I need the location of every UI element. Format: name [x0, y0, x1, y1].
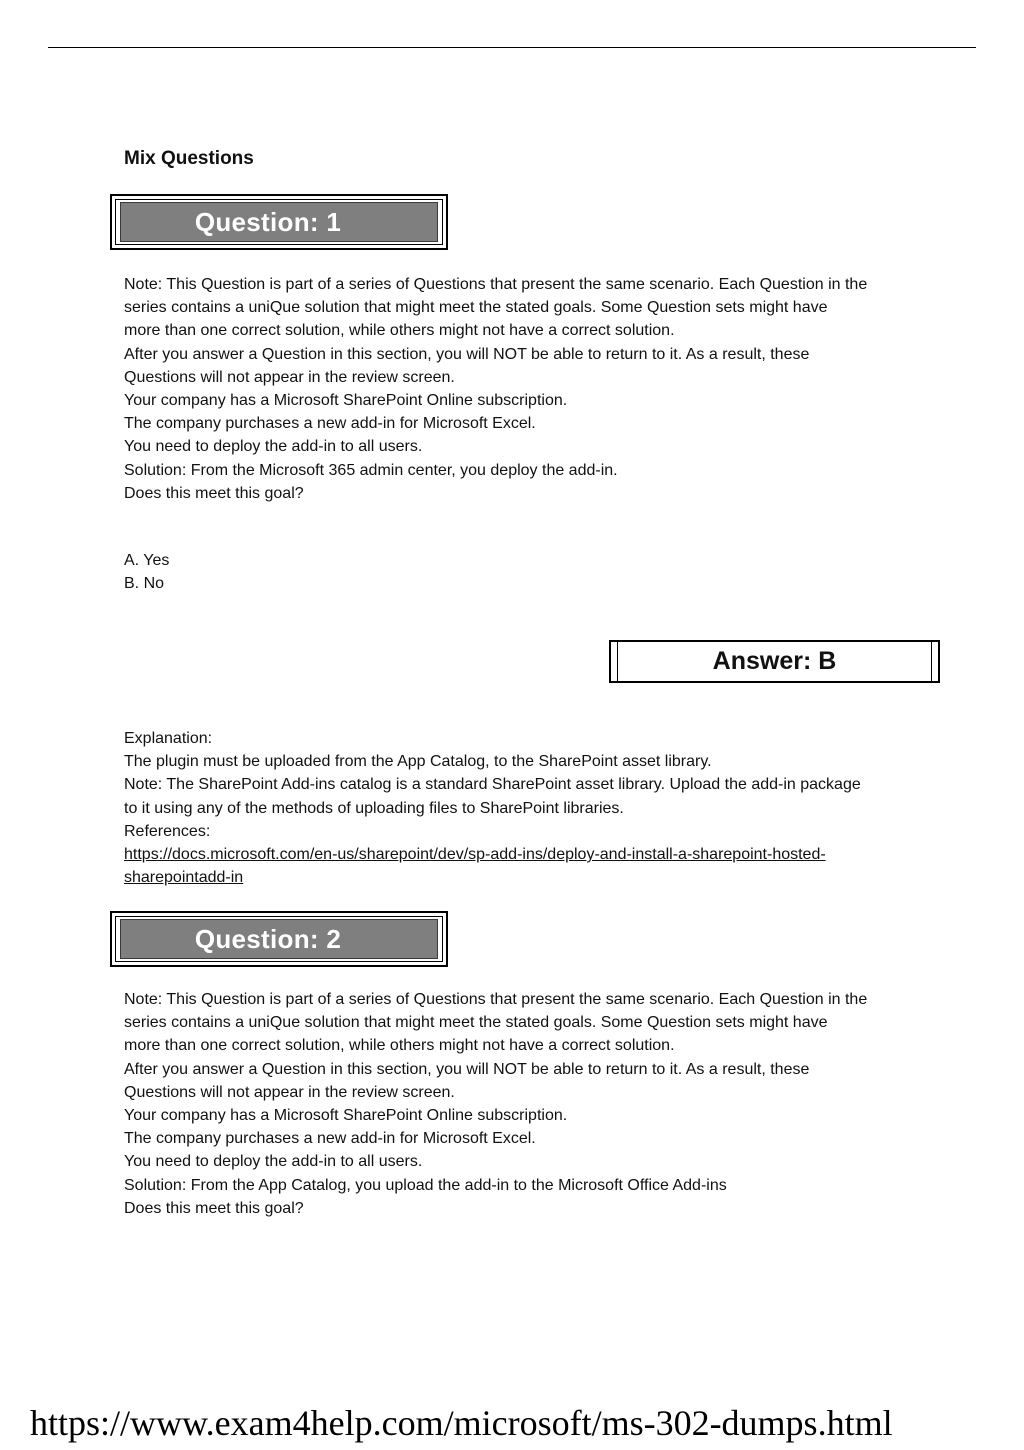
- explanation: [124, 727, 944, 889]
- question-2-line: Note: This Question is part of a series of Questions that present the same scenario. Each Question in the: [124, 991, 868, 1008]
- question-2-line: Does this meet this goal?: [124, 1199, 304, 1217]
- question-1-line: series contains a uniQue solution that might meet the stated goals. Some Question sets might have: [124, 299, 828, 317]
- question-2-banner: [110, 911, 448, 967]
- question-1-line: Your company has a Microsoft SharePoint Online subscription.: [124, 392, 568, 410]
- question-1-line: Solution: From the Microsoft 365 admin center, you deploy the add-in.: [124, 461, 618, 479]
- question-1-line: After you answer a Question in this section, you will NOT be able to return to it. As a result, these: [124, 345, 810, 363]
- question-2-line: Your company has a Microsoft SharePoint Online subscription.: [124, 1107, 568, 1125]
- explanation-line: Explanation:: [124, 730, 213, 747]
- question-1-line: Does this meet this goal?: [124, 484, 304, 502]
- question-2-line: Questions will not appear in the review screen.: [124, 1083, 455, 1101]
- question-1-body: [124, 273, 944, 505]
- question-1-line: more than one correct solution, while others might not have a correct solution.: [124, 322, 675, 340]
- question-2-line: The company purchases a new add-in for Microsoft Excel.: [124, 1130, 536, 1148]
- question-1-options: [124, 549, 944, 595]
- question-1-line: You need to deploy the add-in to all users.: [124, 438, 423, 456]
- section-title: Mix Questions: [124, 148, 254, 169]
- answer-label: Answer: B: [712, 647, 837, 675]
- question-1-line: The company purchases a new add-in for Microsoft Excel.: [124, 415, 536, 433]
- top-rule: [48, 47, 976, 48]
- question-1-line: Note: This Question is part of a series of Questions that present the same scenario. Each Question in the: [124, 276, 868, 293]
- question-2-line: more than one correct solution, while others might not have a correct solution.: [124, 1037, 675, 1055]
- option-a: A. Yes: [124, 552, 170, 569]
- reference-link[interactable]: https://docs.microsoft.com/en-us/sharepoint/dev/sp-add-ins/deploy-and-install-a-sharepoint-hosted-: [124, 846, 826, 864]
- question-1-banner: [110, 194, 448, 250]
- explanation-line: References:: [124, 822, 211, 840]
- footer-url[interactable]: https://www.exam4help.com/microsoft/ms-302-dumps.html: [30, 1403, 893, 1443]
- question-2-body: [124, 988, 944, 1220]
- explanation-line: The plugin must be uploaded from the App Catalog, to the SharePoint asset library.: [124, 753, 712, 771]
- option-b: B. No: [124, 575, 165, 593]
- question-1-label: Question: 1: [194, 206, 342, 237]
- explanation-line: to it using any of the methods of uploading files to SharePoint libraries.: [124, 799, 624, 817]
- question-2-line: You need to deploy the add-in to all users.: [124, 1153, 423, 1171]
- question-2-line: After you answer a Question in this section, you will NOT be able to return to it. As a result, these: [124, 1060, 810, 1078]
- reference-link[interactable]: sharepointadd-in: [124, 869, 244, 887]
- question-2-label: Question: 2: [194, 923, 342, 954]
- answer-box: [609, 640, 940, 683]
- question-2-line: series contains a uniQue solution that might meet the stated goals. Some Question sets might have: [124, 1014, 828, 1032]
- explanation-line: Note: The SharePoint Add-ins catalog is a standard SharePoint asset library. Upload the add-in package: [124, 776, 861, 794]
- question-1-line: Questions will not appear in the review screen.: [124, 368, 455, 386]
- question-2-line: Solution: From the App Catalog, you upload the add-in to the Microsoft Office Add-ins: [124, 1176, 727, 1194]
